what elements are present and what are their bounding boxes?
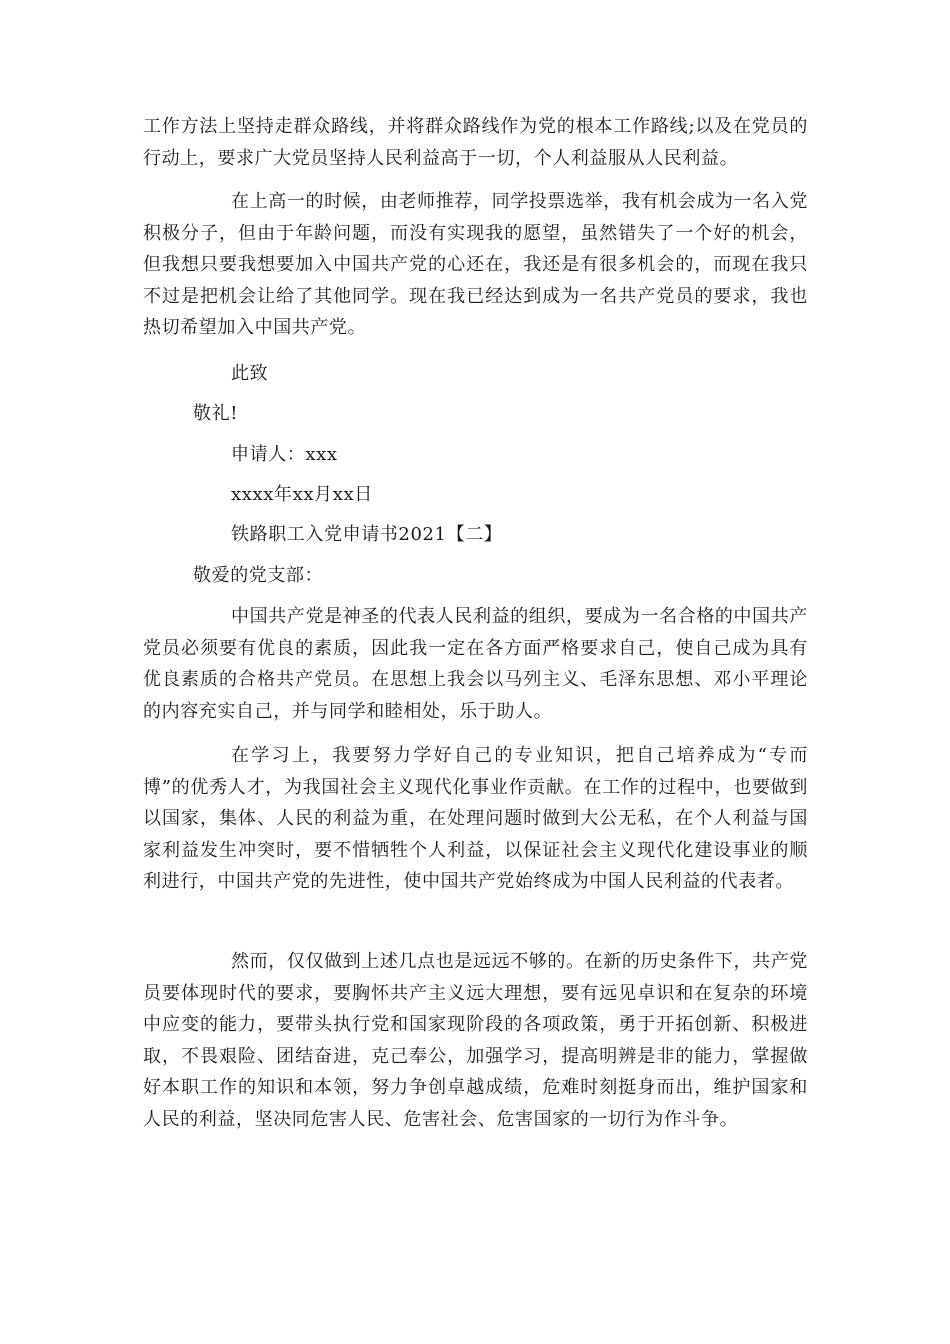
paragraph-party-quality: 中国共产党是神圣的代表人民利益的组织，要成为一名合格的中国共产党员必须要有优良的素质，因此我一定在各方面严格要求自己，使自己成为具有优良素质的合格共产党员。在思想上我会以马列主义、毛泽东思想、邓小平理论的内容充实自己，并与同学和睦相处，乐于助人。 bbox=[143, 606, 808, 722]
paragraph-new-era-requirements: 然而，仅仅做到上述几点也是远远不够的。在新的历史条件下，共产党员要体现时代的要求，要胸怀共产主义远大理想，要有远见卓识和在复杂的环境中应变的能力，要带头执行党和国家现阶段的各项政策，勇于开拓创新、积极进取，不畏艰险、团结奋进，克己奉公，加强学习，提高明辨是非的能力，掌握做好本职工作的知识和本领，努力争创卓越成绩，危难时刻挺身而出，维护国家和人民的利益，坚决同危害人民、危害社会、危害国家的一切行为作斗争。 bbox=[143, 951, 808, 1130]
date-line: xxxx年xx月xx日 bbox=[231, 484, 373, 505]
salutation-party-branch: 敬爱的党支部： bbox=[193, 565, 324, 586]
paragraph-study-work: 在学习上，我要努力学好自己的专业知识，把自己培养成为“专而博”的优秀人才，为我国社会主义现代化事业作贡献。在工作的过程中，也要做到以国家，集体、人民的利益为重，在处理问题时做到大公无私，在个人利益与国家利益发生冲突时，要不惜牺牲个人利益，以保证社会主义现代化建设事业的顺利进行，中国共产党的先进性，使中国共产党始终成为中国人民利益的代表者。 bbox=[143, 745, 808, 892]
closing-salutation: 此致 bbox=[231, 363, 269, 384]
closing-respect: 敬礼! bbox=[193, 403, 239, 424]
paragraph-party-mass-line: 工作方法上坚持走群众路线，并将群众路线作为党的根本工作路线;以及在党员的行动上，要求广大党员坚持人民利益高于一切，个人利益服从人民利益。 bbox=[143, 116, 808, 169]
applicant-line: 申请人：xxx bbox=[231, 444, 338, 465]
paragraph-activist-experience: 在上高一的时候，由老师推荐，同学投票选举，我有机会成为一名入党积极分子，但由于年龄问题，而没有实现我的愿望，虽然错失了一个好的机会，但我想只要我想要加入中国共产党的心还在，我还是有很多机会的，而现在我只不过是把机会让给了其他同学。现在我已经达到成为一名共产党员的要求，我也热切希望加入中国共产党。 bbox=[143, 191, 808, 338]
section-title: 铁路职工入党申请书2021【二】 bbox=[231, 524, 503, 545]
